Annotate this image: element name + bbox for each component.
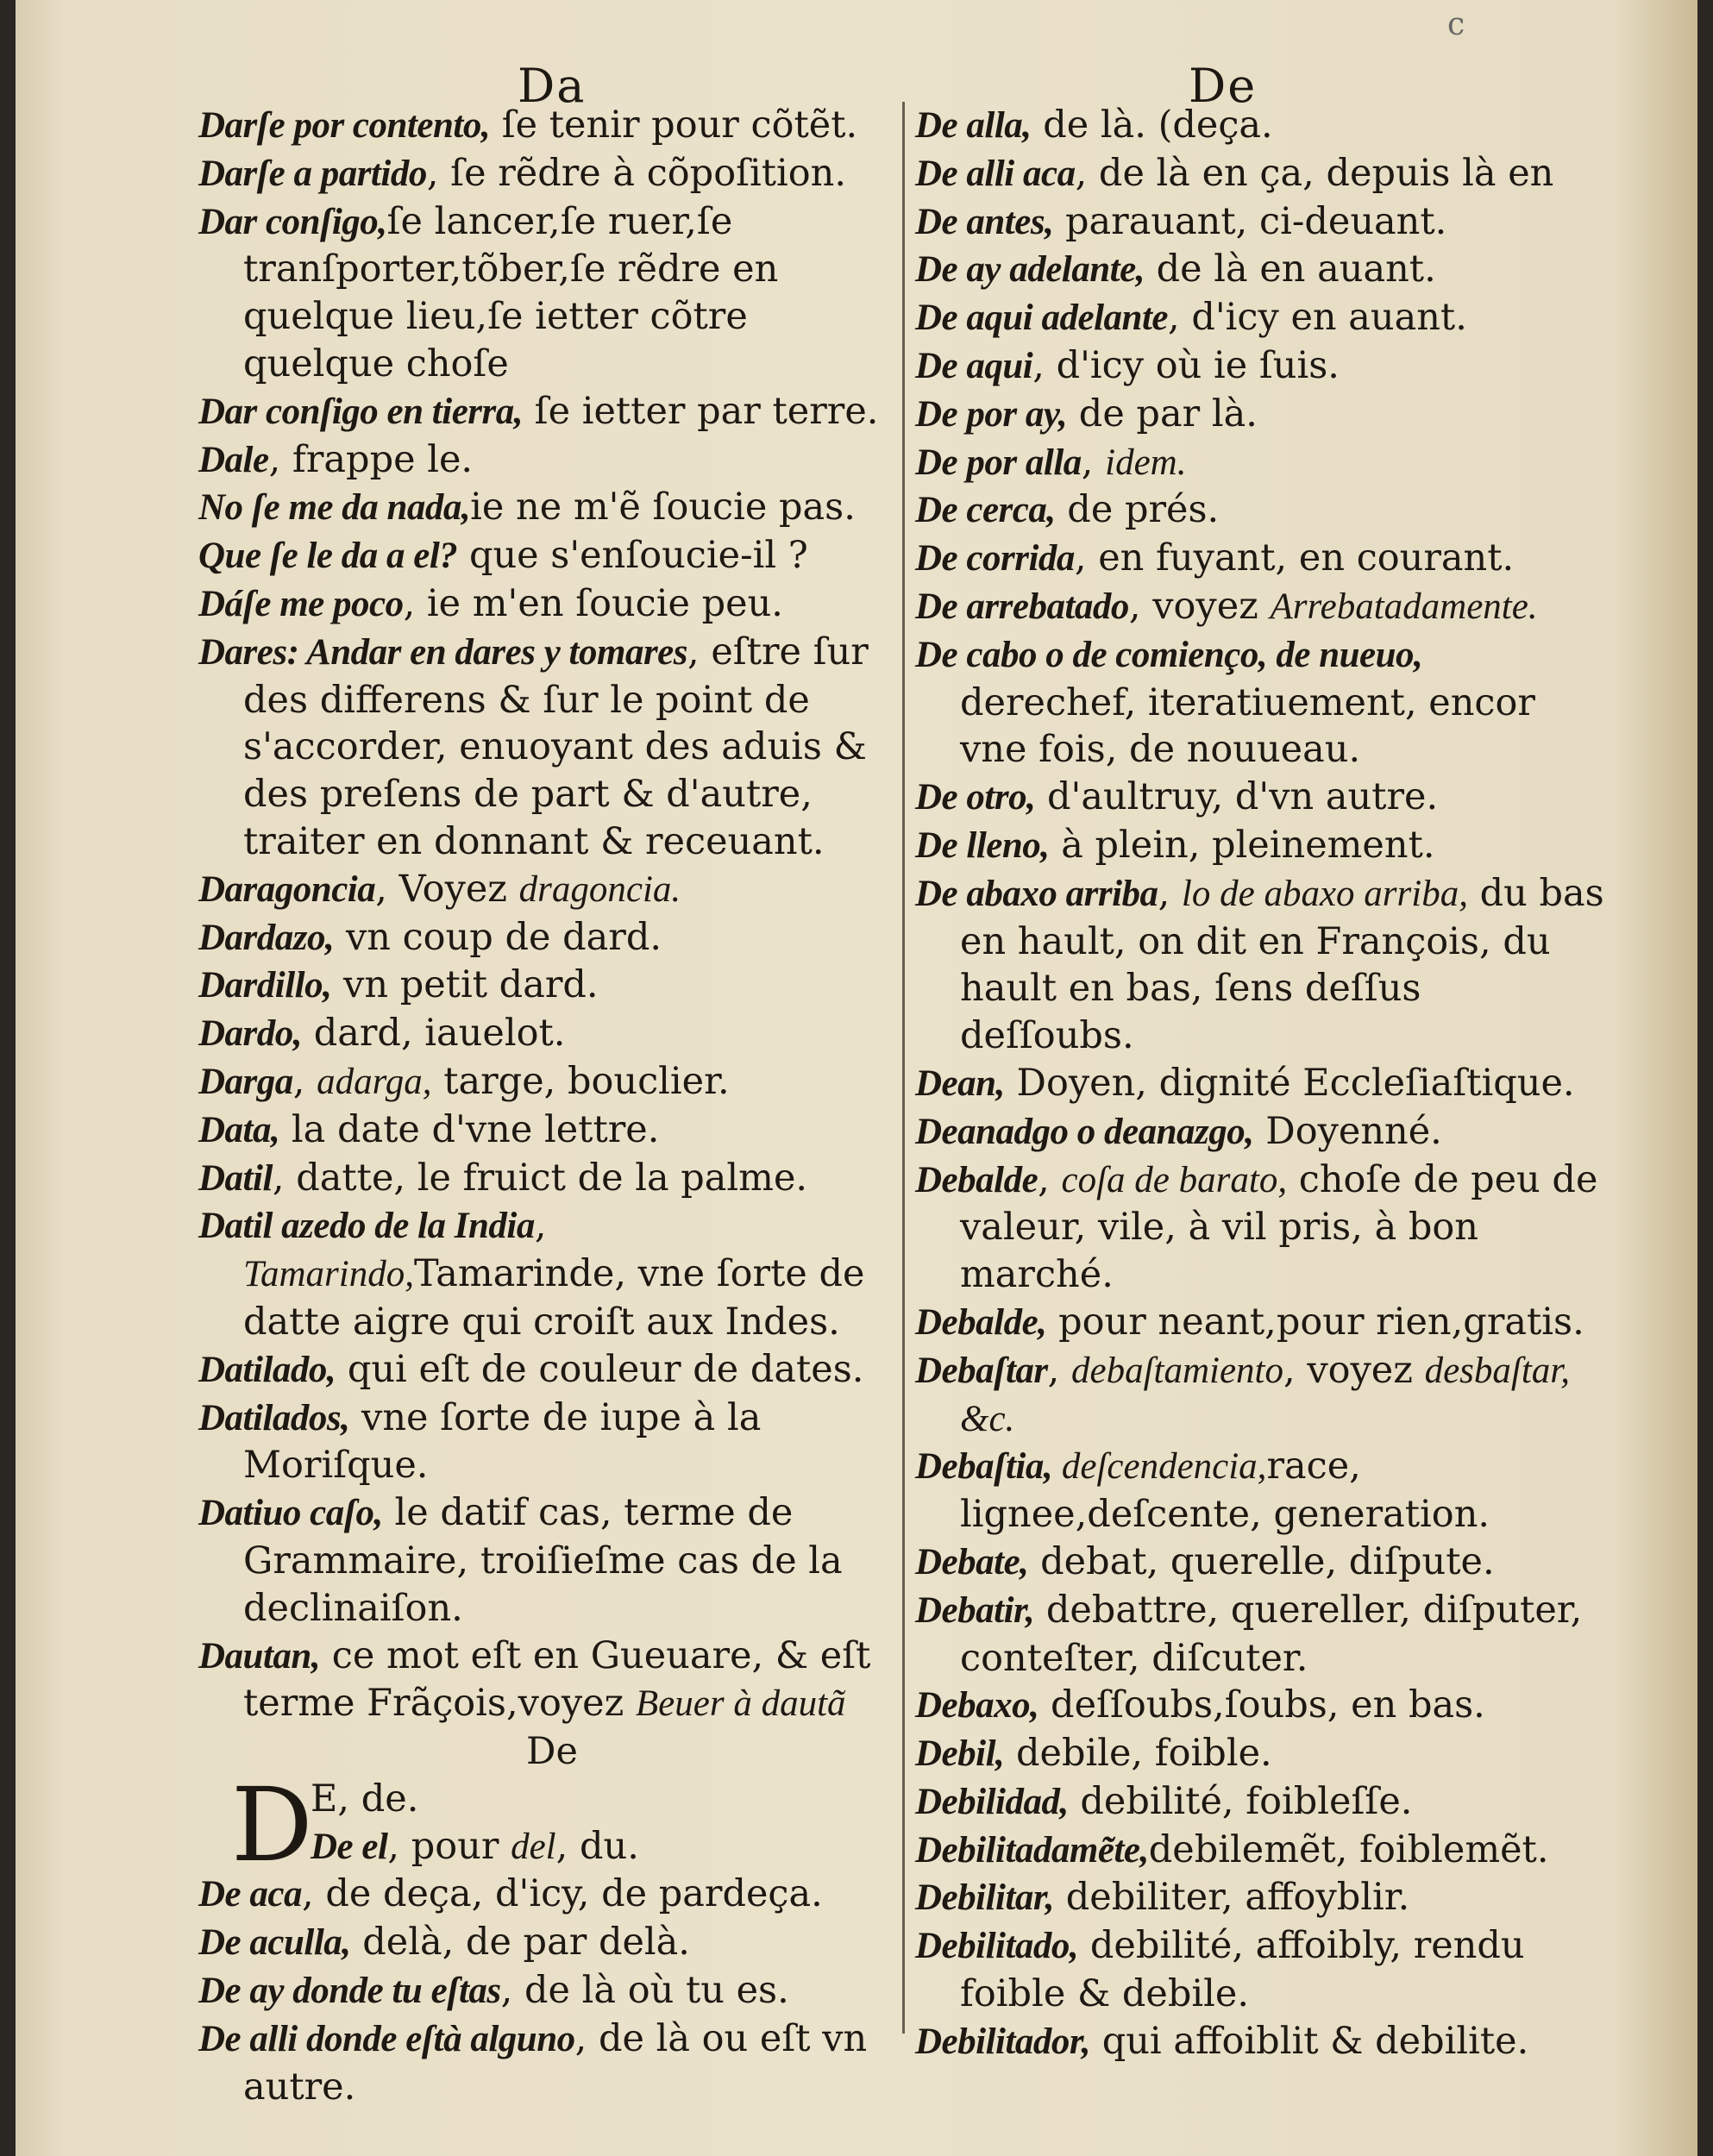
entry-italic: Tamarindo, (243, 1254, 414, 1295)
entry-text: ſe lancer,ſe ruer,ſe tranſporter,tõber,ſe rẽdre en quelque lieu,ſe ietter cõtre quelque choſe (243, 199, 779, 385)
entry-headword: Datil azedo de la India (198, 1206, 535, 1247)
dictionary-entry (915, 1156, 1605, 1299)
entry-text: , datte, le fruict de la palme. (272, 1156, 808, 1200)
entry-italic: debaſtamiento (1070, 1350, 1283, 1391)
dictionary-entry (915, 294, 1605, 342)
dictionary-entry (915, 1827, 1605, 1875)
entry-italic: lo de abaxo arriba, (1181, 873, 1468, 914)
dictionary-entry (915, 774, 1605, 822)
dictionary-entry (198, 914, 906, 962)
dictionary-entry (198, 1202, 906, 1345)
entry-text: , de là où tu es. (500, 1969, 789, 2013)
left-entries-continued (198, 1871, 906, 2110)
entry-headword: Debilitado, (915, 1926, 1079, 1967)
entry-text: targe, bouclier. (431, 1059, 730, 1103)
entry-italic: del (511, 1826, 556, 1867)
entry-text: debiliter, affoyblir. (1054, 1876, 1410, 1920)
dictionary-entry (198, 2015, 906, 2111)
dictionary-entry (915, 583, 1605, 631)
left-column (198, 102, 906, 2110)
dictionary-entry (915, 439, 1605, 487)
running-head-right: De (1189, 59, 1258, 113)
entry-headword: De cerca, (915, 490, 1056, 531)
entry-text: , (534, 1204, 547, 1248)
entry-headword: Dáſe me poco (198, 583, 404, 624)
entry-text: qui eſt de couleur de dates. (336, 1347, 864, 1391)
entry-headword: Datilado, (198, 1349, 336, 1390)
entry-text: , (1081, 440, 1106, 484)
entry-headword: Dardo, (198, 1013, 303, 1055)
entry-headword: Debilitadamẽte, (915, 1829, 1149, 1871)
dictionary-entry (198, 102, 906, 150)
entry-headword: Darſe a partido (198, 153, 427, 194)
entry-text: qui affoiblit & debilite. (1090, 2019, 1529, 2063)
entry-text: vne ſorte de iupe à la Moriſque. (243, 1395, 762, 1488)
dictionary-entry (915, 486, 1605, 535)
entry-headword: Darſe por contento, (198, 105, 491, 146)
entry-text: vn coup de dard. (334, 915, 662, 959)
entry-headword: De aculla, (198, 1922, 351, 1964)
entry-headword: De por ay, (915, 393, 1068, 435)
dropcap-lines (311, 1776, 906, 1871)
entry-text: , du. (555, 1824, 639, 1868)
entry-text: , ie m'en ſoucie peu. (403, 581, 783, 625)
entry-headword: De cabo o de comienço, de nueuo, (915, 634, 1423, 675)
entry-headword: Dares: Andar en dares y tomares (198, 631, 687, 673)
entry-headword: De aqui (915, 345, 1033, 386)
dictionary-entry (915, 822, 1605, 870)
entry-text: pour neant,pour rien,gratis. (1046, 1300, 1584, 1344)
entry-text: d'aultruy, d'vn autre. (1035, 775, 1439, 819)
dictionary-entry (915, 2018, 1605, 2066)
dictionary-entry (198, 1155, 906, 1203)
right-column (915, 102, 1605, 2066)
dictionary-entry (198, 1106, 906, 1155)
entry-text: ſe tenir pour cõtẽt. (490, 103, 858, 147)
dictionary-entry (198, 962, 906, 1010)
entry-headword: De por alla (915, 442, 1082, 483)
entry-italic: adarga, (317, 1061, 432, 1102)
entry-text: debilemẽt, foiblemẽt. (1148, 1827, 1549, 1871)
entry-text: deſſoubs,ſoubs, en bas. (1038, 1683, 1485, 1727)
entry-text: , de deça, d'icy, de pardeça. (301, 1872, 823, 1916)
dictionary-entry (198, 1346, 906, 1395)
entry-text: , de là ou eſt vn autre. (243, 2016, 868, 2109)
entry-headword: Dar conſigo, (198, 201, 387, 242)
entry-text: de là. (deça. (1031, 103, 1273, 147)
dictionary-entry (915, 1778, 1605, 1827)
entry-text: debile, foible. (1004, 1732, 1272, 1776)
entry-text: ſe ietter par terre. (523, 389, 879, 433)
entry-headword: De antes, (915, 201, 1054, 242)
entry-text: la date d'vne lettre. (279, 1107, 660, 1151)
dictionary-entry (915, 1347, 1605, 1444)
entry-headword: De lleno, (915, 824, 1050, 866)
entry-text: , voyez (1128, 584, 1271, 628)
entry-headword: No ſe me da nada, (198, 487, 471, 529)
entry-headword: Dardazo, (198, 917, 335, 958)
entry-text: ce mot eſt en Gueuare, & eſt terme Frãçois,voyez (243, 1633, 871, 1726)
entry-headword: Deanadgo o deanazgo, (915, 1111, 1254, 1152)
entry-headword: Debilitar, (915, 1877, 1055, 1919)
entry-text: , ſe rẽdre à cõpoſition. (426, 151, 847, 195)
entry-text: de prés. (1055, 488, 1220, 532)
entry-headword: De alli donde eſtà alguno (198, 2018, 575, 2059)
dictionary-entry (198, 1967, 906, 2015)
section-heading: De (526, 1730, 578, 1774)
dictionary-entry (915, 1539, 1605, 1587)
entry-headword: De el (311, 1826, 388, 1867)
dictionary-entry (915, 1060, 1605, 1108)
entry-text: dard, iauelot. (302, 1012, 566, 1056)
entry-text: , (292, 1059, 317, 1103)
entry-headword: De abaxo arriba (915, 873, 1158, 914)
running-head-left: Da (518, 59, 587, 113)
entry-headword: De corrida (915, 538, 1075, 580)
dictionary-entry (915, 631, 1605, 774)
entry-text: , frappe le. (268, 437, 474, 481)
entry-headword: De aca (198, 1874, 302, 1915)
dictionary-entry (198, 532, 906, 580)
dictionary-entry (915, 102, 1605, 150)
entry-text: , Voyez (375, 867, 519, 911)
entry-headword: De aqui adelante (915, 298, 1168, 339)
dictionary-entry (198, 150, 906, 198)
dictionary-entry (915, 150, 1605, 198)
entry-text: que s'enſoucie-il ? (457, 534, 808, 578)
entry-text: de par là. (1067, 392, 1258, 436)
entry-headword: Datil (198, 1157, 273, 1199)
dictionary-entry (915, 535, 1605, 583)
dictionary-entry (198, 1058, 906, 1106)
dictionary-entry (915, 246, 1605, 294)
entry-headword: De arrebatado (915, 586, 1129, 627)
entry-text: du bas en hault, on dit en François, du hault en bas, ſens deſſus deſſoubs. (960, 871, 1604, 1058)
entry-text: le datif cas, terme de Grammaire, troiſieſme cas de la declinaiſon. (243, 1491, 843, 1630)
entry-italic: Arrebatadamente. (1270, 586, 1538, 627)
dictionary-entry (915, 870, 1605, 1060)
entry-italic: Beuer à dautã (635, 1683, 846, 1725)
entry-text: , eſtre ſur des differens & ſur le point de s'accorder, enuoyant des aduis & des preſens de part & d'autre, traiter en donnant & receuant. (243, 630, 869, 863)
entry-headword: Dautan, (198, 1635, 321, 1677)
dictionary-entry (198, 580, 906, 629)
entry-text: Tamarinde, vne ſorte de datte aigre qui croiſt aux Indes. (243, 1252, 865, 1344)
entry-headword: Datilados, (198, 1397, 350, 1438)
entry-text: , voyez (1283, 1348, 1425, 1392)
right-entries (915, 102, 1605, 2066)
entry-headword: Datiuo caſo, (198, 1493, 383, 1534)
dropcap-letter: D (231, 1764, 313, 1884)
entry-headword: Debatir, (915, 1589, 1035, 1631)
dictionary-entry (198, 484, 906, 532)
entry-text: , en fuyant, en courant. (1074, 536, 1515, 580)
dropcap-block (198, 1764, 906, 1884)
dictionary-entry (915, 391, 1605, 439)
dictionary-entry (198, 1010, 906, 1058)
entry-headword: De alli aca (915, 153, 1076, 194)
entry-headword: Debilitador, (915, 2021, 1091, 2062)
entry-text: choſe de peu de valeur, vile, à vil pris, à bon marché. (960, 1157, 1598, 1297)
dictionary-entry (915, 1874, 1605, 1922)
dictionary-entry (915, 1682, 1605, 1730)
dictionary-entry (915, 1299, 1605, 1347)
dictionary-entry (198, 436, 906, 485)
entry-headword: Debalde (915, 1159, 1038, 1200)
dictionary-entry (311, 1776, 906, 1823)
entry-headword: Dardillo, (198, 965, 332, 1006)
entry-headword: Debaſtar (915, 1350, 1048, 1391)
dictionary-entry (915, 1108, 1605, 1156)
dictionary-entry (915, 342, 1605, 391)
corner-mark: c (1447, 7, 1465, 42)
entry-italic: coſa de barato, (1061, 1159, 1288, 1200)
entry-headword: Debilidad, (915, 1781, 1069, 1822)
dictionary-entry (311, 1823, 906, 1871)
entry-headword: De otro, (915, 777, 1036, 818)
entry-headword: Dar conſigo en tierra, (198, 391, 523, 432)
entry-text: à plein, pleinement. (1049, 823, 1435, 867)
entry-text: vn petit dard. (331, 963, 599, 1007)
entry-headword: Darga (198, 1061, 293, 1102)
entry-text: , (1158, 871, 1182, 915)
entry-text: , (1038, 1157, 1062, 1201)
entry-text: de là en auant. (1144, 248, 1436, 291)
dictionary-entry (198, 198, 906, 388)
dictionary-entry (198, 1633, 906, 1729)
dictionary-entry (198, 1489, 906, 1632)
entry-text: , (1047, 1348, 1071, 1392)
entry-headword: Data, (198, 1109, 280, 1150)
dictionary-entry (915, 198, 1605, 247)
entry-headword: Debaſtia, (915, 1446, 1053, 1488)
entry-text: debilité, affoibly, rendu foible & debile. (960, 1924, 1525, 2016)
entry-headword: Que ſe le da a el? (198, 536, 458, 577)
entry-text: E, de. (311, 1777, 419, 1821)
entry-text: derechef, iteratiuement, encor vne fois, de nouueau. (960, 680, 1535, 772)
entry-italic: desbaſtar, &c. (960, 1350, 1571, 1439)
entry-headword: De ay adelante, (915, 249, 1145, 291)
entry-text: Doyen, dignité Eccleſiaſtique. (1004, 1061, 1575, 1105)
dictionary-entry (915, 1730, 1605, 1778)
dictionary-entry (915, 1443, 1605, 1539)
entry-text: , d'icy où ie ſuis. (1032, 343, 1340, 387)
dictionary-entry (198, 388, 906, 436)
entry-headword: Debil, (915, 1733, 1005, 1775)
entry-headword: Debate, (915, 1541, 1029, 1583)
entry-text: Doyenné. (1253, 1109, 1442, 1153)
entry-text: race, lignee,deſcente, generation. (960, 1445, 1490, 1537)
entry-headword: Dean, (915, 1062, 1005, 1104)
entry-text: ie ne m'ẽ ſoucie pas. (470, 486, 856, 530)
entry-headword: Daragoncia (198, 868, 376, 910)
dictionary-entry (198, 629, 906, 866)
entry-headword: Debaxo, (915, 1685, 1039, 1727)
left-entries (198, 102, 906, 1728)
entry-text: debat, querelle, diſpute. (1028, 1539, 1495, 1583)
dictionary-entry (198, 1919, 906, 1967)
entry-text: delà, de par delà. (350, 1921, 690, 1965)
entry-headword: Debalde, (915, 1301, 1047, 1343)
entry-text: , d'icy en auant. (1167, 296, 1467, 340)
dictionary-entry (198, 1395, 906, 1490)
entry-text: parauant, ci-deuant. (1053, 199, 1447, 243)
dictionary-entry (198, 866, 906, 914)
entry-headword: De alla, (915, 105, 1032, 146)
entry-italic: dragoncia. (518, 868, 681, 910)
entry-headword: De ay donde tu eſtas (198, 1971, 501, 2012)
entry-headword: Dale (198, 439, 269, 480)
dictionary-entry (915, 1587, 1605, 1683)
entry-italic: idem. (1105, 442, 1187, 483)
dictionary-entry (915, 1922, 1605, 2018)
dictionary-page (16, 0, 1697, 2156)
entry-text: debattre, quereller, diſputer, conteſter, diſcuter. (960, 1588, 1583, 1680)
entry-text: , de là en ça, depuis là en (1075, 151, 1554, 195)
entry-text: , pour (387, 1824, 511, 1868)
entry-italic: deſcendencia, (1052, 1446, 1267, 1488)
entry-text: debilité, foibleſſe. (1068, 1779, 1413, 1823)
